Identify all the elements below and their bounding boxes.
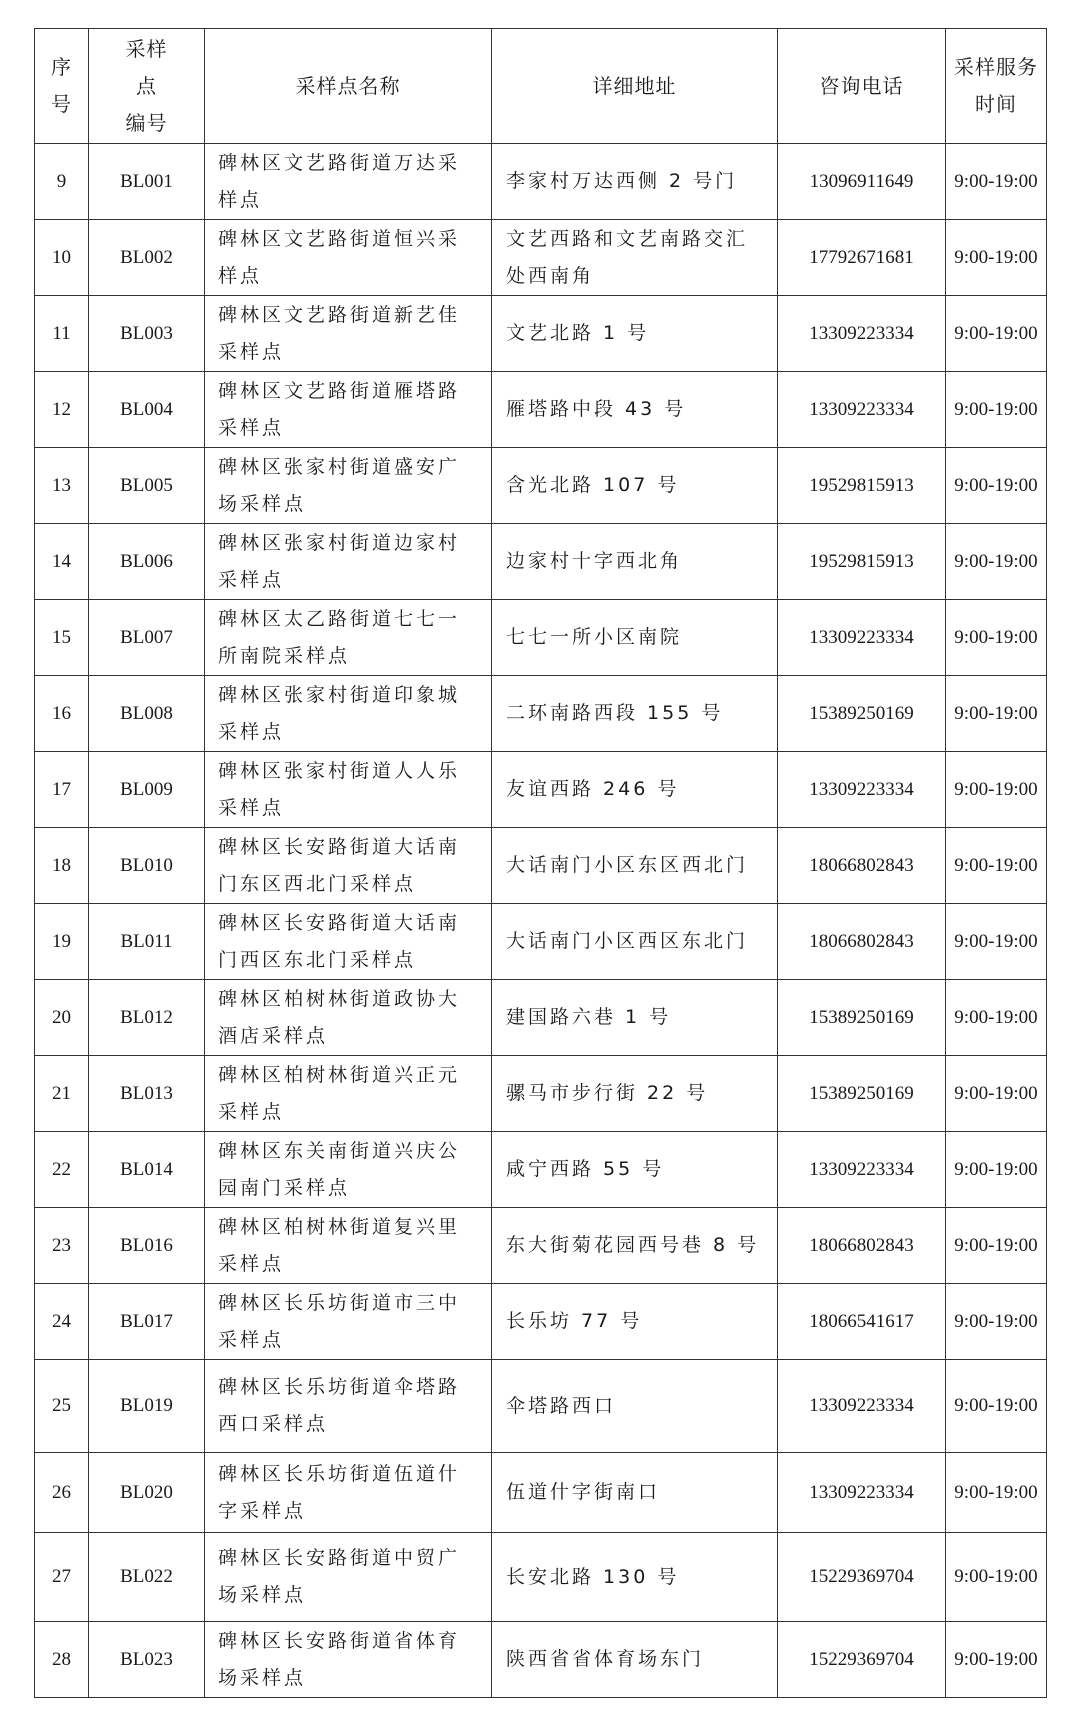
cell-phone: 18066802843 (778, 1208, 946, 1284)
table-row (35, 1360, 1047, 1453)
table-row (35, 1208, 1047, 1284)
cell-name: 碑林区张家村街道人人乐采样点 (205, 752, 492, 828)
cell-time: 9:00-19:00 (946, 1208, 1047, 1284)
cell-phone: 13096911649 (778, 144, 946, 220)
cell-name: 碑林区柏树林街道政协大酒店采样点 (205, 980, 492, 1056)
cell-phone: 19529815913 (778, 448, 946, 524)
cell-code: BL006 (89, 524, 205, 600)
cell-num: 26 (35, 1453, 89, 1533)
cell-num: 15 (35, 600, 89, 676)
cell-address: 陕西省省体育场东门 (492, 1622, 778, 1698)
table-row (35, 1284, 1047, 1360)
table-row (35, 144, 1047, 220)
cell-code: BL012 (89, 980, 205, 1056)
cell-code: BL023 (89, 1622, 205, 1698)
cell-name: 碑林区张家村街道印象城采样点 (205, 676, 492, 752)
cell-phone: 13309223334 (778, 1360, 946, 1453)
cell-name: 碑林区太乙路街道七七一所南院采样点 (205, 600, 492, 676)
cell-time: 9:00-19:00 (946, 980, 1047, 1056)
cell-time: 9:00-19:00 (946, 1533, 1047, 1622)
cell-phone: 15389250169 (778, 980, 946, 1056)
cell-address: 边家村十字西北角 (492, 524, 778, 600)
cell-phone: 15389250169 (778, 676, 946, 752)
cell-num: 16 (35, 676, 89, 752)
cell-phone: 15229369704 (778, 1622, 946, 1698)
cell-name: 碑林区文艺路街道新艺佳采样点 (205, 296, 492, 372)
cell-code: BL016 (89, 1208, 205, 1284)
cell-address: 含光北路 107 号 (492, 448, 778, 524)
cell-num: 10 (35, 220, 89, 296)
table-row (35, 296, 1047, 372)
cell-code: BL002 (89, 220, 205, 296)
cell-num: 12 (35, 372, 89, 448)
header-row (35, 29, 1047, 144)
cell-phone: 19529815913 (778, 524, 946, 600)
cell-code: BL007 (89, 600, 205, 676)
cell-code: BL020 (89, 1453, 205, 1533)
cell-code: BL010 (89, 828, 205, 904)
cell-num: 28 (35, 1622, 89, 1698)
cell-time: 9:00-19:00 (946, 904, 1047, 980)
header-code-label: 采样 点 编号 (125, 36, 168, 135)
cell-phone: 13309223334 (778, 752, 946, 828)
cell-num: 20 (35, 980, 89, 1056)
cell-time: 9:00-19:00 (946, 1284, 1047, 1360)
table-row (35, 448, 1047, 524)
table-row (35, 600, 1047, 676)
cell-address: 雁塔路中段 43 号 (492, 372, 778, 448)
cell-name: 碑林区长安路街道大话南门东区西北门采样点 (205, 828, 492, 904)
cell-name: 碑林区文艺路街道雁塔路采样点 (205, 372, 492, 448)
cell-time: 9:00-19:00 (946, 1056, 1047, 1132)
cell-name: 碑林区长安路街道大话南门西区东北门采样点 (205, 904, 492, 980)
cell-num: 14 (35, 524, 89, 600)
table-row (35, 220, 1047, 296)
cell-time: 9:00-19:00 (946, 1132, 1047, 1208)
cell-address: 大话南门小区西区东北门 (492, 904, 778, 980)
cell-phone: 18066541617 (778, 1284, 946, 1360)
table-row (35, 1622, 1047, 1698)
table-row (35, 524, 1047, 600)
cell-time: 9:00-19:00 (946, 1622, 1047, 1698)
cell-name: 碑林区柏树林街道兴正元采样点 (205, 1056, 492, 1132)
cell-address: 建国路六巷 1 号 (492, 980, 778, 1056)
cell-code: BL005 (89, 448, 205, 524)
cell-time: 9:00-19:00 (946, 600, 1047, 676)
table-row (35, 372, 1047, 448)
cell-num: 23 (35, 1208, 89, 1284)
cell-num: 24 (35, 1284, 89, 1360)
header-address (492, 29, 778, 144)
cell-address: 二环南路西段 155 号 (492, 676, 778, 752)
cell-phone: 17792671681 (778, 220, 946, 296)
header-name-label: 采样点名称 (295, 73, 401, 98)
cell-code: BL004 (89, 372, 205, 448)
header-code (89, 29, 205, 144)
cell-address: 东大街菊花园西号巷 8 号 (492, 1208, 778, 1284)
cell-address: 大话南门小区东区西北门 (492, 828, 778, 904)
header-name (205, 29, 492, 144)
cell-phone: 18066802843 (778, 828, 946, 904)
cell-name: 碑林区长乐坊街道伍道什字采样点 (205, 1453, 492, 1533)
cell-name: 碑林区长乐坊街道伞塔路西口采样点 (205, 1360, 492, 1453)
cell-code: BL017 (89, 1284, 205, 1360)
cell-time: 9:00-19:00 (946, 524, 1047, 600)
cell-name: 碑林区长安路街道省体育场采样点 (205, 1622, 492, 1698)
cell-address: 七七一所小区南院 (492, 600, 778, 676)
cell-time: 9:00-19:00 (946, 144, 1047, 220)
cell-address: 友谊西路 246 号 (492, 752, 778, 828)
cell-address: 李家村万达西侧 2 号门 (492, 144, 778, 220)
cell-code: BL001 (89, 144, 205, 220)
cell-time: 9:00-19:00 (946, 448, 1047, 524)
cell-address: 咸宁西路 55 号 (492, 1132, 778, 1208)
cell-num: 17 (35, 752, 89, 828)
cell-num: 11 (35, 296, 89, 372)
cell-phone: 15389250169 (778, 1056, 946, 1132)
header-time-label: 采样服务 时间 (954, 55, 1038, 116)
table-row (35, 1132, 1047, 1208)
cell-name: 碑林区东关南街道兴庆公园南门采样点 (205, 1132, 492, 1208)
table-row (35, 828, 1047, 904)
cell-num: 25 (35, 1360, 89, 1453)
table-row (35, 676, 1047, 752)
cell-address: 文艺北路 1 号 (492, 296, 778, 372)
table-row (35, 1056, 1047, 1132)
cell-phone: 13309223334 (778, 296, 946, 372)
header-num (35, 29, 89, 144)
cell-name: 碑林区柏树林街道复兴里采样点 (205, 1208, 492, 1284)
cell-time: 9:00-19:00 (946, 752, 1047, 828)
cell-address: 伞塔路西口 (492, 1360, 778, 1453)
cell-time: 9:00-19:00 (946, 828, 1047, 904)
cell-time: 9:00-19:00 (946, 676, 1047, 752)
cell-name: 碑林区文艺路街道恒兴采样点 (205, 220, 492, 296)
sampling-sites-table (34, 28, 1047, 1698)
cell-phone: 13309223334 (778, 1453, 946, 1533)
cell-name: 碑林区张家村街道边家村采样点 (205, 524, 492, 600)
sampling-sites-sheet (34, 28, 1046, 1698)
cell-code: BL013 (89, 1056, 205, 1132)
table-row (35, 980, 1047, 1056)
cell-phone: 15229369704 (778, 1533, 946, 1622)
cell-time: 9:00-19:00 (946, 220, 1047, 296)
cell-num: 27 (35, 1533, 89, 1622)
cell-time: 9:00-19:00 (946, 296, 1047, 372)
cell-phone: 13309223334 (778, 600, 946, 676)
cell-address: 文艺西路和文艺南路交汇处西南角 (492, 220, 778, 296)
cell-code: BL011 (89, 904, 205, 980)
header-phone (778, 29, 946, 144)
table-row (35, 1533, 1047, 1622)
cell-name: 碑林区长安路街道中贸广场采样点 (205, 1533, 492, 1622)
table-row (35, 752, 1047, 828)
cell-num: 22 (35, 1132, 89, 1208)
header-num-label: 序 号 (51, 55, 72, 116)
cell-time: 9:00-19:00 (946, 1453, 1047, 1533)
cell-num: 13 (35, 448, 89, 524)
table-row (35, 904, 1047, 980)
cell-code: BL003 (89, 296, 205, 372)
cell-address: 长安北路 130 号 (492, 1533, 778, 1622)
table-body (35, 144, 1047, 1698)
table-header (35, 29, 1047, 144)
cell-code: BL019 (89, 1360, 205, 1453)
cell-code: BL014 (89, 1132, 205, 1208)
cell-name: 碑林区长乐坊街道市三中采样点 (205, 1284, 492, 1360)
cell-num: 9 (35, 144, 89, 220)
cell-phone: 13309223334 (778, 372, 946, 448)
cell-address: 骡马市步行街 22 号 (492, 1056, 778, 1132)
cell-num: 19 (35, 904, 89, 980)
cell-num: 18 (35, 828, 89, 904)
table-row (35, 1453, 1047, 1533)
cell-code: BL008 (89, 676, 205, 752)
cell-code: BL009 (89, 752, 205, 828)
cell-time: 9:00-19:00 (946, 1360, 1047, 1453)
cell-phone: 18066802843 (778, 904, 946, 980)
cell-num: 21 (35, 1056, 89, 1132)
cell-phone: 13309223334 (778, 1132, 946, 1208)
header-phone-label: 咨询电话 (819, 73, 904, 98)
header-address-label: 详细地址 (592, 73, 677, 98)
cell-code: BL022 (89, 1533, 205, 1622)
cell-time: 9:00-19:00 (946, 372, 1047, 448)
header-time (946, 29, 1047, 144)
cell-address: 伍道什字街南口 (492, 1453, 778, 1533)
cell-name: 碑林区文艺路街道万达采样点 (205, 144, 492, 220)
cell-address: 长乐坊 77 号 (492, 1284, 778, 1360)
cell-name: 碑林区张家村街道盛安广场采样点 (205, 448, 492, 524)
